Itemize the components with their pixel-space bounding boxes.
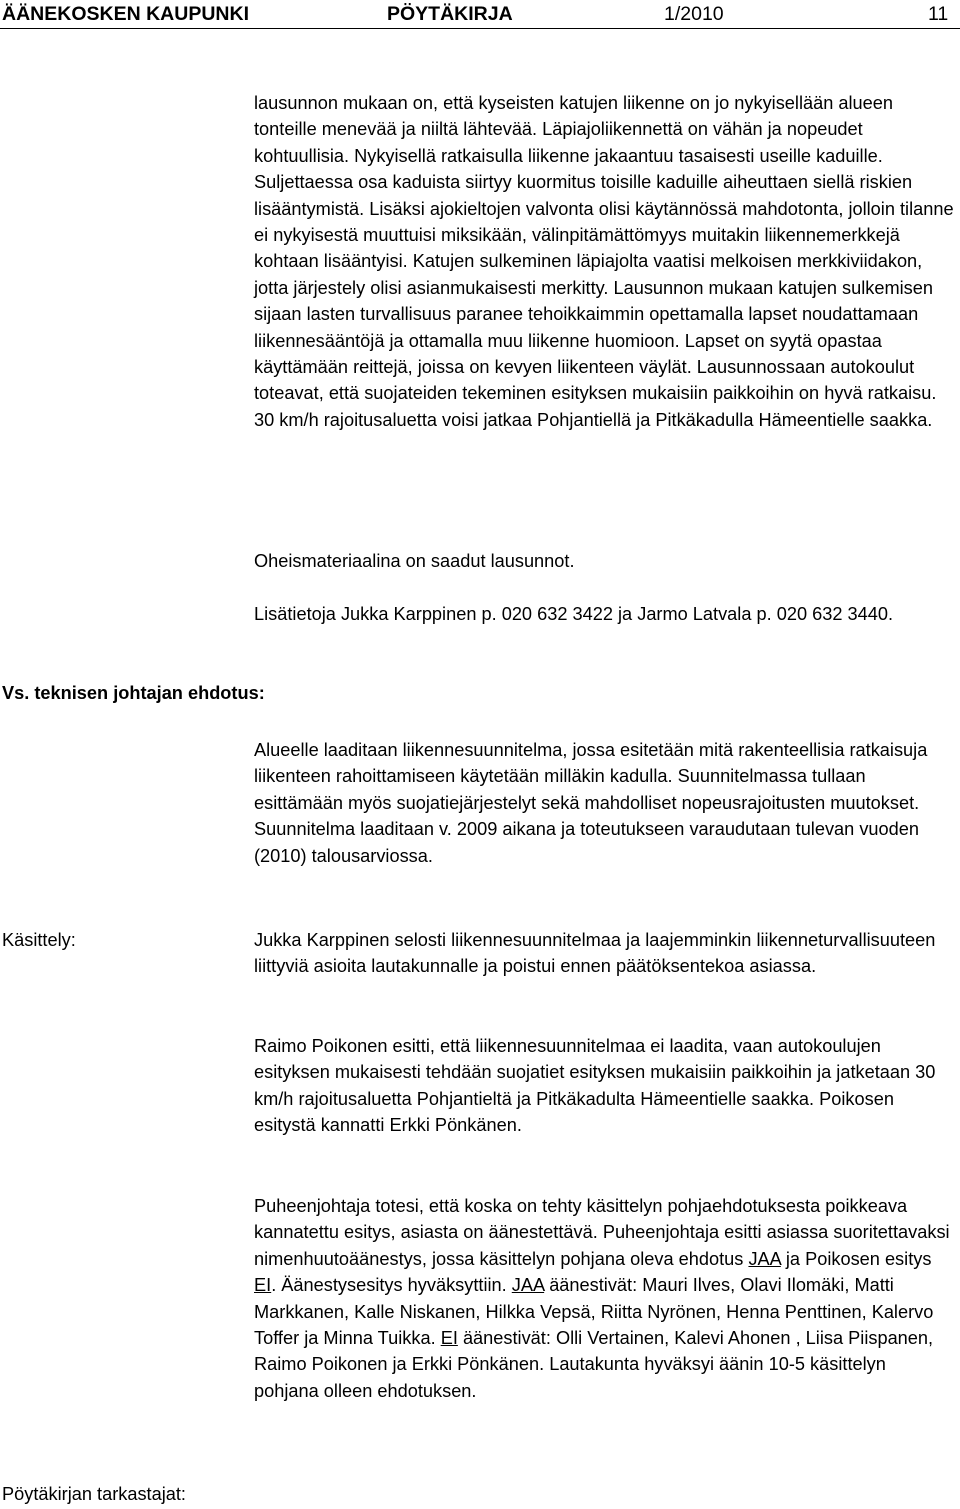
page-header: [0, 0, 960, 30]
statement-paragraph: [254, 90, 954, 433]
vote-option-ei: EI: [254, 1275, 272, 1296]
vote-text-c: . Äänestysesitys hyväksyttiin.: [271, 1275, 507, 1296]
handling-label: Käsittely:: [2, 930, 76, 950]
proposal-label: Vs. teknisen johtajan ehdotus:: [2, 683, 265, 703]
document-type: PÖYTÄKIRJA: [387, 3, 513, 25]
issue-number: 1/2010: [664, 3, 724, 25]
paragraph-text: Alueelle laaditaan liikennesuunnitelma, jossa esitetään mitä rakenteellisia ratkaisuja liikenteen rahoittamiseen käytetään milläkin kadulla. Suunnitelmassa tullaan esittämään myös suojatiejärjestelyt sekä mahdolliset nopeusrajoitusten muutokset. Suunnitelma laaditaan v. 2009 aikana ja toteutukseen varaudutaan tulevan vuoden (2010) talousarviossa.: [254, 740, 928, 866]
attachment-note: [254, 548, 954, 574]
paragraph-text: [254, 1193, 954, 1404]
vote-text-a: Puheenjohtaja totesi, että koska on tehty käsittelyn pohjaehdotuksesta poikkeava kannatettu esitys, asiasta on äänestettävä. Puheenjohtaja esitti asiassa suoritettavaksi nimenhuutoäänestys, jossa käsittelyn pohjana oleva ehdotus: [254, 1196, 950, 1269]
vote-option-jaa: JAA: [748, 1248, 781, 1269]
page-number: 11: [928, 3, 949, 25]
vote-paragraph: [254, 1193, 954, 1404]
contact-info: [254, 601, 954, 627]
proposal-text: [254, 737, 954, 869]
paragraph-text: lausunnon mukaan on, että kyseisten katujen liikenne on jo nykyisellään alueen tonteille menevää ja niiltä lähtevää. Läpiajoliikennettä on vähän ja nopeudet kohtuullisia. Nykyisellä ratkaisulla liikenne jakaantuu tasaisesti useille kaduille. Suljettaessa osa kaduista siirtyy kuormitus toisille kaduille aiheuttaen siellä riskien lisääntymistä. Lisäksi ajokieltojen valvonta olisi käytännössä mahdotonta, jolloin tilanne ei nykyisestä muuttuisi miksikään, välinpitämättömyys muitakin liikennemerkkejä kohtaan lisääntyisi. Katujen sulkeminen läpiajolta vaatisi melkoisen merkkiviidakon, jotta järjestely olisi asianmukaisesti merkitty. Lausunnon mukaan katujen sulkemisen sijaan lasten turvallisuus paranee tehoikkaimmin opettamalla lapset noudattamaan liikennesääntöjä ja ottamalla muu liikenne huomioon. Lapset on syytä opastaa käyttämään reittejä, joissa on kevyen liikenteen väylät. Lausunnossaan autokoulut toteavat, että suojateiden tekeminen esityksen mukaisiin paikkoihin on hyvä ratkaisu. 30 km/h rajoitusaluetta voisi jatkaa Pohjantiellä ja Pitkäkadulla Hämeentielle saakka.: [254, 93, 954, 430]
vote-text-b: ja Poikosen esitys: [785, 1248, 932, 1269]
paragraph-text: Raimo Poikonen esitti, että liikennesuunnitelmaa ei laadita, vaan autokoulujen esityksen mukaisesti tehdään suojatiet esityksen mukaisiin paikkoihin ja jatketaan 30 km/h rajoitusaluetta Pohjantieltä ja Pitkäkadulta Hämeentielle saakka. Poikosen esitystä kannatti Erkki Pönkänen.: [254, 1036, 936, 1136]
handling-text-2: [254, 1033, 954, 1139]
vote-option-jaa-2: JAA: [511, 1275, 545, 1296]
paragraph-text: Lisätietoja Jukka Karppinen p. 020 632 3422 ja Jarmo Latvala p. 020 632 3440.: [254, 604, 894, 624]
vote-text-d: äänestivät: Mauri Ilves, Olavi Ilomäki, Matti Markkanen, Kalle Niskanen, Hilkka Vepsä, Riitta Nyrönen, Henna Penttinen, Kalervo Toffer ja Minna Tuikka.: [254, 1275, 934, 1349]
organization-name: ÄÄNEKOSKEN KAUPUNKI: [2, 3, 250, 25]
reviewers-label: Pöytäkirjan tarkastajat:: [2, 1484, 186, 1504]
vote-text-e: äänestivät: Olli Vertainen, Kalevi Ahonen , Liisa Piispanen, Raimo Poikonen ja Erkki Pönkänen. Lautakunta hyväksyi äänin 10-5 käsittelyn pohjana olleen ehdotuksen.: [254, 1328, 934, 1401]
handling-text-1: [254, 927, 954, 980]
vote-option-ei-2: EI: [440, 1328, 458, 1349]
paragraph-text: Jukka Karppinen selosti liikennesuunnitelmaa ja laajemminkin liikenneturvallisuuteen liittyviä asioita lautakunnalle ja poistui ennen päätöksentekoa asiassa.: [254, 930, 936, 977]
paragraph-text: Oheismateriaalina on saadut lausunnot.: [254, 551, 575, 571]
header-rule: [0, 28, 960, 29]
